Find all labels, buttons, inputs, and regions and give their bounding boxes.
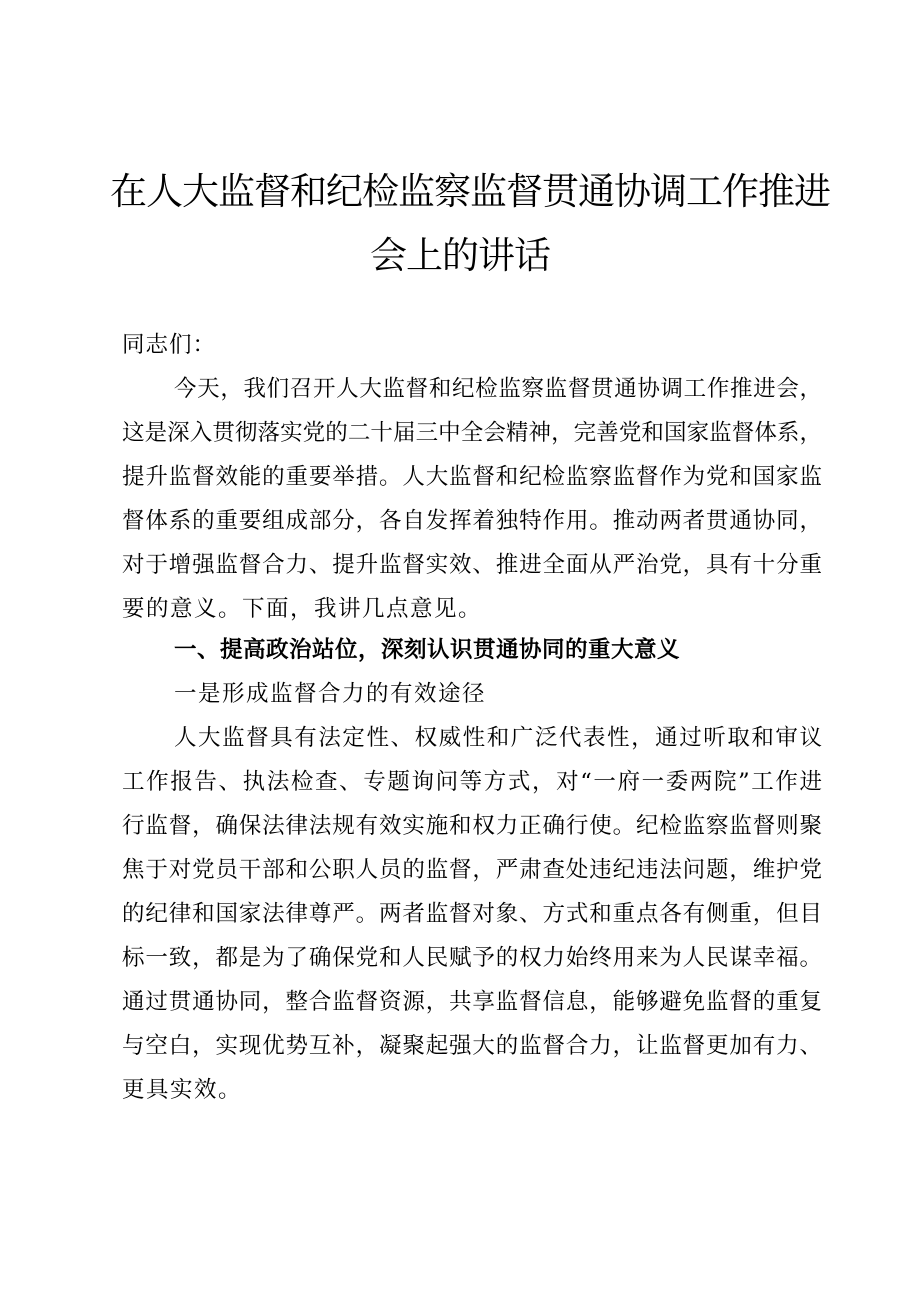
paragraph-line: 标一致，都是为了确保党和人民赋予的权力始终用来为人民谋幸福。 (122, 945, 822, 971)
subheading-1: 一是形成监督合力的有效途径 (174, 681, 487, 707)
paragraph-line: 督体系的重要组成部分，各自发挥着独特作用。推动两者贯通协同， (122, 508, 822, 534)
paragraph-line: 焦于对党员干部和公职人员的监督，严肃查处违纪违法问题，维护党 (122, 857, 822, 883)
paragraph-line: 人大监督具有法定性、权威性和广泛代表性，通过听取和审议 (174, 725, 822, 751)
paragraph-line: 通过贯通协同，整合监督资源，共享监督信息，能够避免监督的重复 (122, 989, 822, 1015)
salutation: 同志们： (122, 332, 217, 358)
paragraph-line: 对于增强监督合力、提升监督实效、推进全面从严治党，具有十分重 (122, 552, 822, 578)
paragraph-line: 行监督，确保法律法规有效实施和权力正确行使。纪检监察监督则聚 (122, 813, 822, 839)
paragraph-line: 的纪律和国家法律尊严。两者监督对象、方式和重点各有侧重，但目 (122, 901, 822, 927)
paragraph-line: 今天，我们召开人大监督和纪检监察监督贯通协调工作推进会， (174, 376, 822, 402)
paragraph-line: 工作报告、执法检查、专题询问等方式，对“一府一委两院”工作进 (122, 769, 822, 795)
paragraph-line: 这是深入贯彻落实党的二十届三中全会精神，完善党和国家监督体系， (122, 420, 822, 446)
paragraph-line: 要的意义。下面，我讲几点意见。 (122, 596, 483, 622)
paragraph-line: 更具实效。 (122, 1077, 243, 1103)
paragraph-line: 与空白，实现优势互补，凝聚起强大的监督合力，让监督更加有力、 (122, 1033, 822, 1059)
section-heading-1: 一、提高政治站位，深刻认识贯通协同的重大意义 (174, 637, 681, 663)
paragraph-2 (122, 716, 822, 1112)
paragraph-1 (122, 367, 822, 631)
paragraph-line: 提升监督效能的重要举措。人大监督和纪检监察监督作为党和国家监 (122, 464, 822, 490)
document-title-line-1: 在人大监督和纪检监察监督贯通协调工作推进 (110, 170, 830, 213)
document-title-line-2: 会上的讲话 (370, 234, 550, 277)
